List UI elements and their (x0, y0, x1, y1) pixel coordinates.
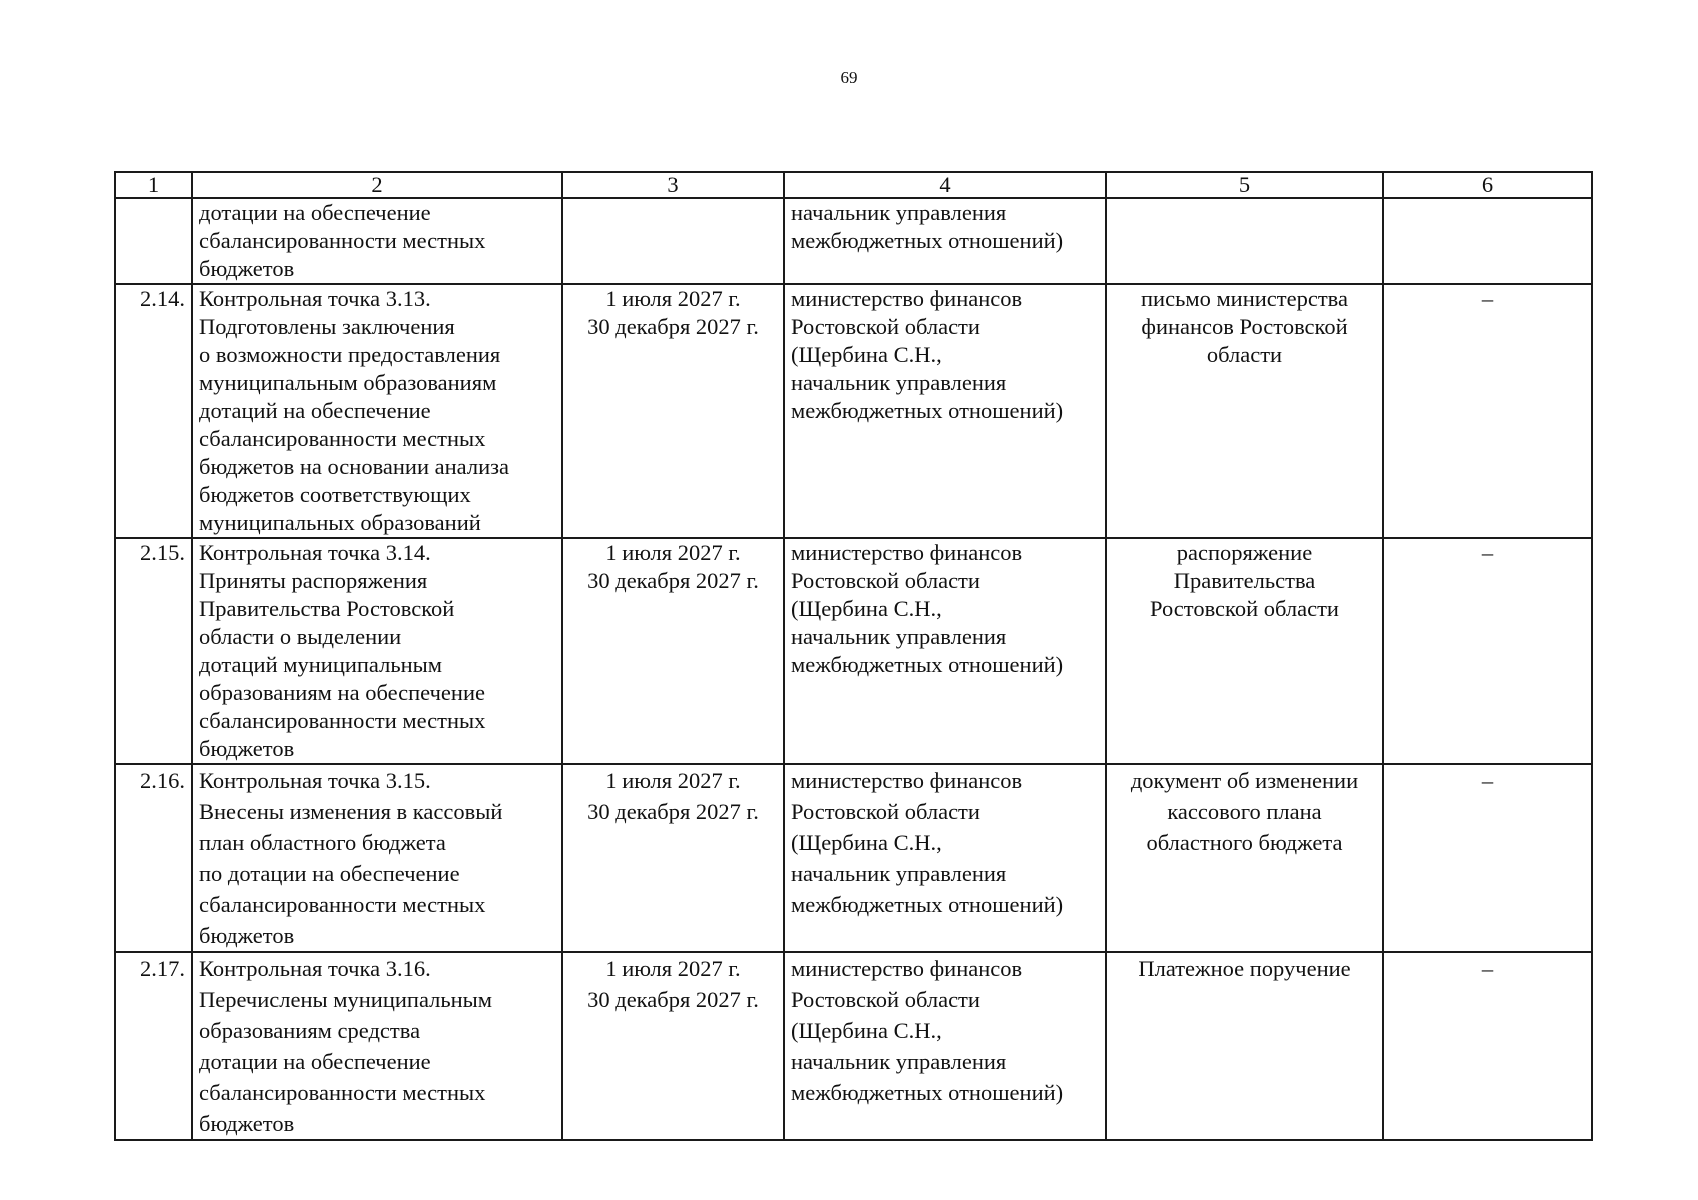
cell-dates: 1 июля 2027 г. 30 декабря 2027 г. (562, 952, 784, 1140)
column-header-5: 5 (1106, 172, 1383, 198)
table-row (115, 284, 1592, 538)
cell-responsible: министерство финансов Ростовской области (Щербина С.Н., начальник управления межбюджетных отношений) (784, 284, 1106, 538)
cell-responsible: министерство финансов Ростовской области (Щербина С.Н., начальник управления межбюджетных отношений) (784, 538, 1106, 764)
cell-note: – (1383, 538, 1592, 764)
cell-document (1106, 198, 1383, 284)
column-header-1: 1 (115, 172, 192, 198)
cell-number: 2.15. (115, 538, 192, 764)
cell-responsible: министерство финансов Ростовской области (Щербина С.Н., начальник управления межбюджетных отношений) (784, 764, 1106, 952)
cell-number: 2.17. (115, 952, 192, 1140)
table-row-continuation (115, 198, 1592, 284)
table-row (115, 952, 1592, 1140)
cell-number: 2.16. (115, 764, 192, 952)
cell-description: Контрольная точка 3.16. Перечислены муниципальным образованиям средства дотации на обеспечение сбалансированности местных бюджетов (192, 952, 562, 1140)
page-number: 69 (840, 68, 858, 87)
cell-note: – (1383, 764, 1592, 952)
cell-document: документ об изменении кассового плана областного бюджета (1106, 764, 1383, 952)
column-number-row (115, 172, 1592, 198)
column-header-6: 6 (1383, 172, 1592, 198)
cell-dates (562, 198, 784, 284)
cell-responsible: начальник управления межбюджетных отношений) (784, 198, 1106, 284)
cell-note (1383, 198, 1592, 284)
cell-note: – (1383, 284, 1592, 538)
cell-number: 2.14. (115, 284, 192, 538)
cell-note: – (1383, 952, 1592, 1140)
cell-dates: 1 июля 2027 г. 30 декабря 2027 г. (562, 284, 784, 538)
column-header-2: 2 (192, 172, 562, 198)
cell-description: Контрольная точка 3.13. Подготовлены заключения о возможности предоставления муниципальным образованиям дотаций на обеспечение сбалансированности местных бюджетов на основании анализа бюджетов соответствующих муниципальных образований (192, 284, 562, 538)
cell-description: дотации на обеспечение сбалансированности местных бюджетов (192, 198, 562, 284)
cell-dates: 1 июля 2027 г. 30 декабря 2027 г. (562, 764, 784, 952)
cell-document: распоряжение Правительства Ростовской области (1106, 538, 1383, 764)
cell-dates: 1 июля 2027 г. 30 декабря 2027 г. (562, 538, 784, 764)
cell-number (115, 198, 192, 284)
column-header-3: 3 (562, 172, 784, 198)
cell-responsible: министерство финансов Ростовской области (Щербина С.Н., начальник управления межбюджетных отношений) (784, 952, 1106, 1140)
control-points-table (114, 171, 1593, 1141)
cell-document: письмо министерства финансов Ростовской области (1106, 284, 1383, 538)
cell-description: Контрольная точка 3.14. Приняты распоряжения Правительства Ростовской области о выделении дотаций муниципальным образованиям на обеспечение сбалансированности местных бюджетов (192, 538, 562, 764)
cell-document: Платежное поручение (1106, 952, 1383, 1140)
table-row (115, 538, 1592, 764)
column-header-4: 4 (784, 172, 1106, 198)
cell-description: Контрольная точка 3.15. Внесены изменения в кассовый план областного бюджета по дотации на обеспечение сбалансированности местных бюджетов (192, 764, 562, 952)
table-row (115, 764, 1592, 952)
